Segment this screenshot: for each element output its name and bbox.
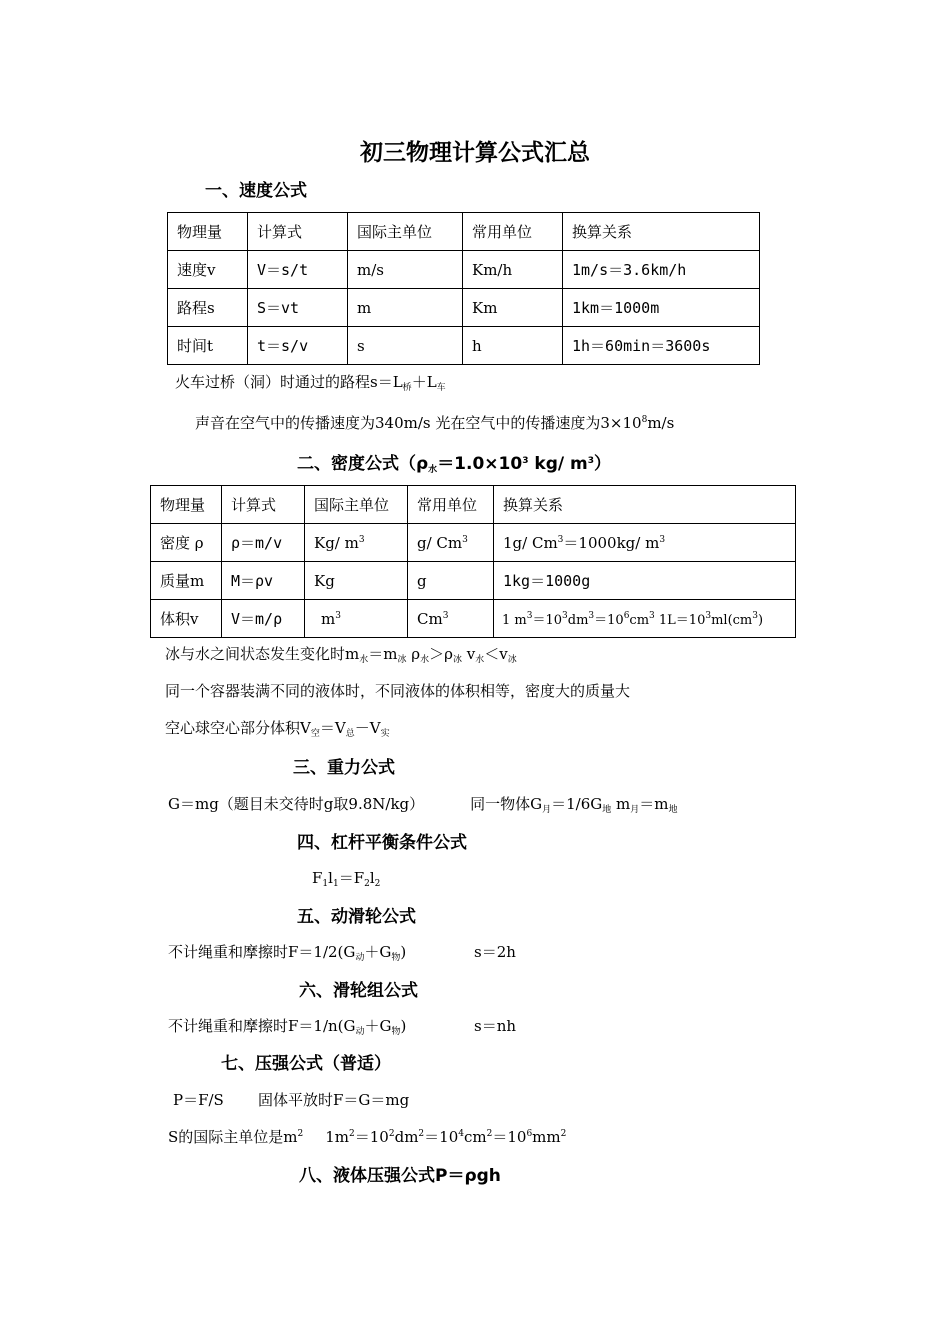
table-cell: s	[348, 327, 463, 365]
header-cell: 换算关系	[494, 486, 796, 524]
table-cell: m/s	[348, 251, 463, 289]
movable-pulley-distance: s＝2h	[474, 943, 516, 961]
table-cell: 体积v	[151, 600, 222, 638]
header-cell: 计算式	[248, 213, 348, 251]
table-cell: g	[408, 562, 494, 600]
table-row	[151, 600, 796, 638]
table-cell: m	[348, 289, 463, 327]
speed-table	[167, 212, 760, 365]
table-cell: Km/h	[463, 251, 563, 289]
table-cell: 1g/ $Cm^3=1000kg/$ $m^3$	[494, 524, 796, 562]
table-cell: 路程s	[168, 289, 248, 327]
table-cell: 时间t	[168, 327, 248, 365]
table-row	[151, 562, 796, 600]
bridge-note: 火车过桥（洞）时通过的路程$s=L_桥+L_车$	[175, 373, 446, 393]
section-heading-speed: 一、速度公式	[205, 181, 307, 201]
table-cell: t＝s/v	[248, 327, 348, 365]
header-cell: 换算关系	[563, 213, 760, 251]
table-cell: Kg/ $m^3$	[305, 524, 408, 562]
table-cell: 1kg＝1000g	[494, 562, 796, 600]
area-unit-note: S的国际主单位是$m^2$ $1m^2=10^2dm^2=10^4cm^2=10^6mm^2$	[168, 1128, 567, 1146]
solid-pressure-note: 固体平放时F＝G＝mg	[258, 1091, 410, 1109]
table-cell: g/ Cm$^3$	[408, 524, 494, 562]
header-cell: 物理量	[168, 213, 248, 251]
section-heading-pulley-block: 六、滑轮组公式	[299, 981, 418, 1001]
section-heading-gravity: 三、重力公式	[293, 758, 395, 778]
table-cell: 1 $m^3=10^3dm^3=10^6cm^3$ $1L=10^3ml(cm^3)$	[494, 600, 796, 638]
table-row	[168, 327, 760, 365]
section-heading-pressure: 七、压强公式（普适）	[221, 1054, 391, 1074]
table-cell: Km	[463, 289, 563, 327]
table-cell: 速度v	[168, 251, 248, 289]
pulley-block-distance: s＝nh	[474, 1017, 517, 1035]
speed-of-sound-note: 声音在空气中的传播速度为340m/s 光在空气中的传播速度为$3\times 10^8m/s$	[195, 414, 675, 432]
table-cell: S＝vt	[248, 289, 348, 327]
table-row	[151, 524, 796, 562]
ice-water-note: 冰与水之间状态发生变化时$m_水=m_冰$ $\rho_水>\rho_冰$ $v_水<v_冰$	[165, 645, 517, 665]
table-header-row	[151, 486, 796, 524]
hollow-ball-note: 空心球空心部分体积$V_空=V_总-V_实$	[165, 719, 390, 739]
table-cell: h	[463, 327, 563, 365]
movable-pulley-formula: 不计绳重和摩擦时$F=1/2(G_动+G_物)$	[168, 943, 407, 963]
table-cell: M＝ρv	[222, 562, 305, 600]
header-cell: 常用单位	[463, 213, 563, 251]
section-heading-liquid-pressure: 八、液体压强公式P＝ρgh	[299, 1166, 501, 1186]
table-cell: 密度 ρ	[151, 524, 222, 562]
table-row	[168, 289, 760, 327]
header-cell: 国际主单位	[305, 486, 408, 524]
section-heading-density: 二、密度公式（$\rho_水=1.0\times 10^3$ kg/ $m^3$）	[297, 454, 611, 475]
table-cell: V＝m/ρ	[222, 600, 305, 638]
table-cell: V＝s/t	[248, 251, 348, 289]
header-cell: 国际主单位	[348, 213, 463, 251]
pulley-block-formula: 不计绳重和摩擦时$F=1/n(G_动+G_物)$	[168, 1017, 407, 1037]
lever-formula: $F_1l_1=F_2l_2$	[312, 869, 381, 889]
table-cell: ρ＝m/v	[222, 524, 305, 562]
section-heading-lever: 四、杠杆平衡条件公式	[297, 833, 467, 853]
container-note: 同一个容器装满不同的液体时，不同液体的体积相等，密度大的质量大	[165, 682, 631, 700]
gravity-formula: G＝mg（题目未交待时g取9.8N/kg） 同一物体$G_月=1/6G_地$ $m_月=m_地$	[168, 795, 678, 815]
table-cell: 质量m	[151, 562, 222, 600]
table-cell: 1h＝60min＝3600s	[563, 327, 760, 365]
table-cell: 1m/s＝3.6km/h	[563, 251, 760, 289]
table-cell: 1km＝1000m	[563, 289, 760, 327]
table-cell: Kg	[305, 562, 408, 600]
table-cell: $m^3$	[305, 600, 408, 638]
table-header-row	[168, 213, 760, 251]
header-cell: 计算式	[222, 486, 305, 524]
section-heading-movable-pulley: 五、动滑轮公式	[297, 907, 416, 927]
density-table	[150, 485, 796, 638]
table-row	[168, 251, 760, 289]
table-cell: Cm$^3$	[408, 600, 494, 638]
pressure-formula: P＝F/S	[173, 1091, 224, 1109]
header-cell: 物理量	[151, 486, 222, 524]
page-title: 初三物理计算公式汇总	[360, 140, 590, 166]
header-cell: 常用单位	[408, 486, 494, 524]
